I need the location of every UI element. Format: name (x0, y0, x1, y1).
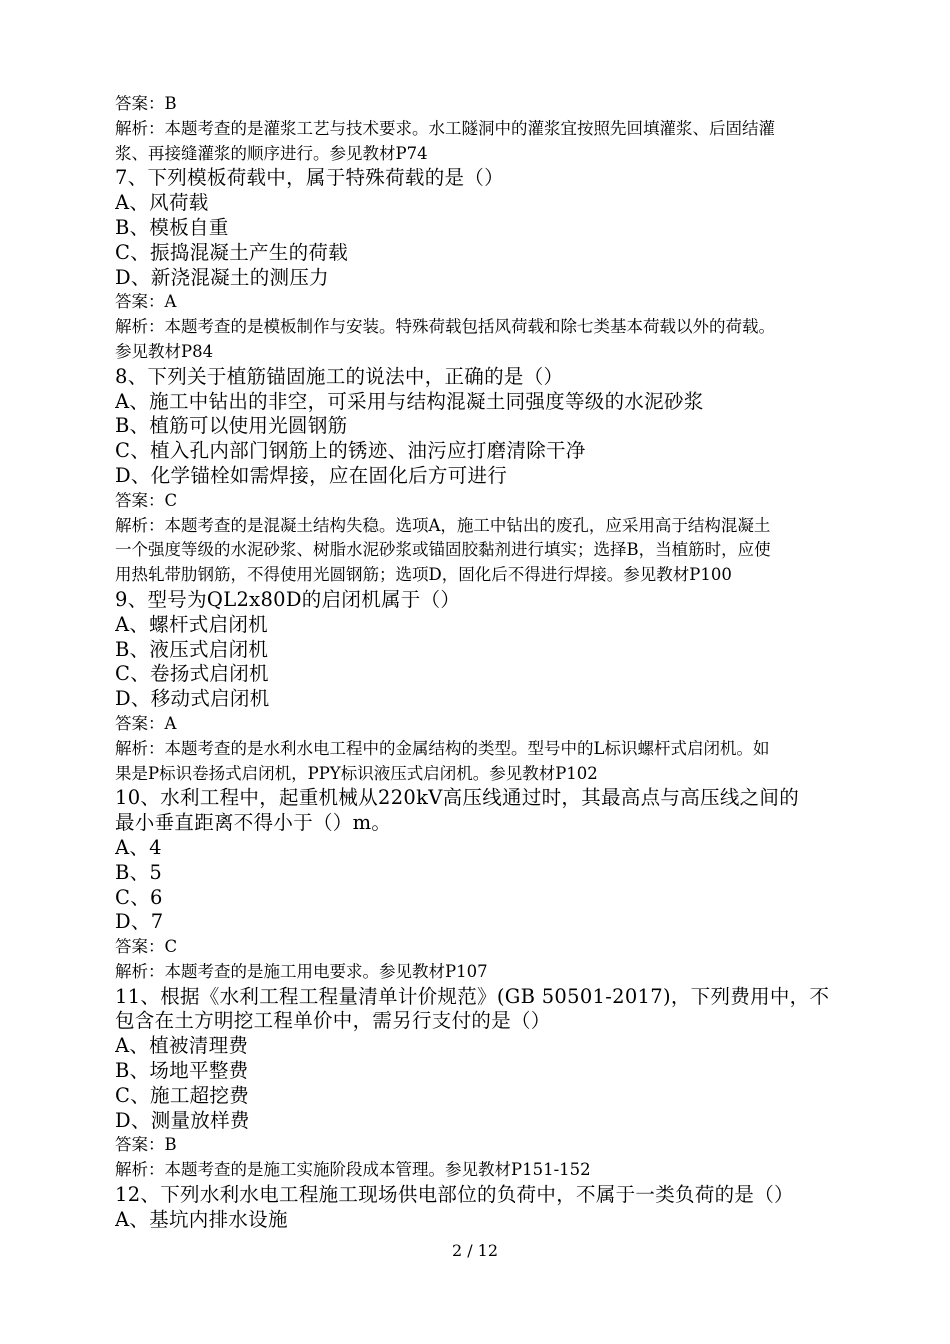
question-line: 7、下列模板荷载中，属于特殊荷载的是（） (115, 166, 504, 190)
explanation-line: 解析：本题考查的是水利水电工程中的金属结构的类型。型号中的L标识螺杆式启闭机。如 (115, 738, 770, 758)
option-line: D、化学锚栓如需焊接，应在固化后方可进行 (115, 463, 508, 487)
explanation-line: 解析：本题考查的是混凝土结构失稳。选项A，施工中钻出的废孔，应采用高于结构混凝土 (115, 515, 771, 535)
answer-line: 答案：A (115, 292, 177, 312)
answer-line: 答案：A (115, 713, 177, 733)
option-line: D、7 (115, 910, 164, 934)
answer-line: 答案：B (115, 94, 177, 113)
option-line: B、场地平整费 (115, 1059, 249, 1083)
question-line: 10、水利工程中，起重机械从220kV高压线通过时，其最高点与高压线之间的 (115, 786, 800, 810)
explanation-line: 果是P标识卷扬式启闭机，PPY标识液压式启闭机。参见教材P102 (115, 763, 598, 783)
option-line: A、施工中钻出的非空，可采用与结构混凝土同强度等级的水泥砂浆 (115, 389, 704, 413)
option-line: D、测量放样费 (115, 1108, 250, 1132)
explanation-line: 一个强度等级的水泥砂浆、树脂水泥砂浆或锚固胶黏剂进行填实；选择B，当植筋时，应使 (115, 540, 771, 560)
option-line: D、移动式启闭机 (115, 687, 270, 711)
option-line: A、基坑内排水设施 (115, 1207, 288, 1231)
answer-line: 答案：B (115, 1135, 177, 1155)
answer-line: 答案：C (115, 937, 178, 957)
option-line: D、新浇混凝土的测压力 (115, 265, 329, 289)
option-line: B、液压式启闭机 (115, 637, 269, 661)
explanation-line: 解析：本题考查的是施工实施阶段成本管理。参见教材P151-152 (115, 1160, 591, 1180)
page-number: 2 / 12 (451, 1241, 499, 1260)
explanation-line: 用热轧带肋钢筋，不得使用光圆钢筋；选项D，固化后不得进行焊接。参见教材P100 (115, 565, 732, 585)
option-line: C、振捣混凝土产生的荷载 (115, 240, 349, 264)
question-line: 8、下列关于植筋锚固施工的说法中，正确的是（） (115, 364, 564, 388)
option-line: B、植筋可以使用光圆钢筋 (115, 414, 348, 438)
option-line: C、6 (115, 885, 163, 909)
option-line: C、卷扬式启闭机 (115, 662, 269, 686)
explanation-line: 解析：本题考查的是施工用电要求。参见教材P107 (115, 961, 488, 981)
option-line: A、风荷载 (115, 191, 209, 215)
page-content (115, 92, 865, 1233)
explanation-line: 解析：本题考查的是灌浆工艺与技术要求。水工隧洞中的灌浆宜按照先回填灌浆、后固结灌 (115, 118, 775, 138)
question-line: 12、下列水利水电工程施工现场供电部位的负荷中，不属于一类负荷的是（） (115, 1183, 794, 1207)
question-line: 包含在土方明挖工程单价中，需另行支付的是（） (115, 1009, 551, 1033)
answer-line: 答案：C (115, 490, 178, 510)
option-line: C、植入孔内部门钢筋上的锈迹、油污应打磨清除干净 (115, 439, 586, 463)
question-line: 最小垂直距离不得小于（）m。 (115, 811, 392, 835)
option-line: C、施工超挖费 (115, 1083, 250, 1107)
option-line: B、5 (115, 860, 163, 884)
option-line: A、螺杆式启闭机 (115, 612, 268, 636)
explanation-line: 参见教材P84 (115, 341, 214, 361)
question-line: 9、型号为QL2x80D的启闭机属于（） (115, 587, 461, 611)
option-line: A、4 (115, 835, 162, 859)
explanation-line: 解析：本题考查的是模板制作与安装。特殊荷载包括风荷载和除七类基本荷载以外的荷载。 (115, 317, 775, 337)
explanation-line: 浆、再接缝灌浆的顺序进行。参见教材P74 (115, 143, 428, 163)
option-line: A、植被清理费 (115, 1034, 249, 1058)
question-line: 11、根据《水利工程工程量清单计价规范》(GB 50501-2017)，下列费用中，不 (115, 984, 830, 1008)
option-line: B、模板自重 (115, 215, 229, 239)
